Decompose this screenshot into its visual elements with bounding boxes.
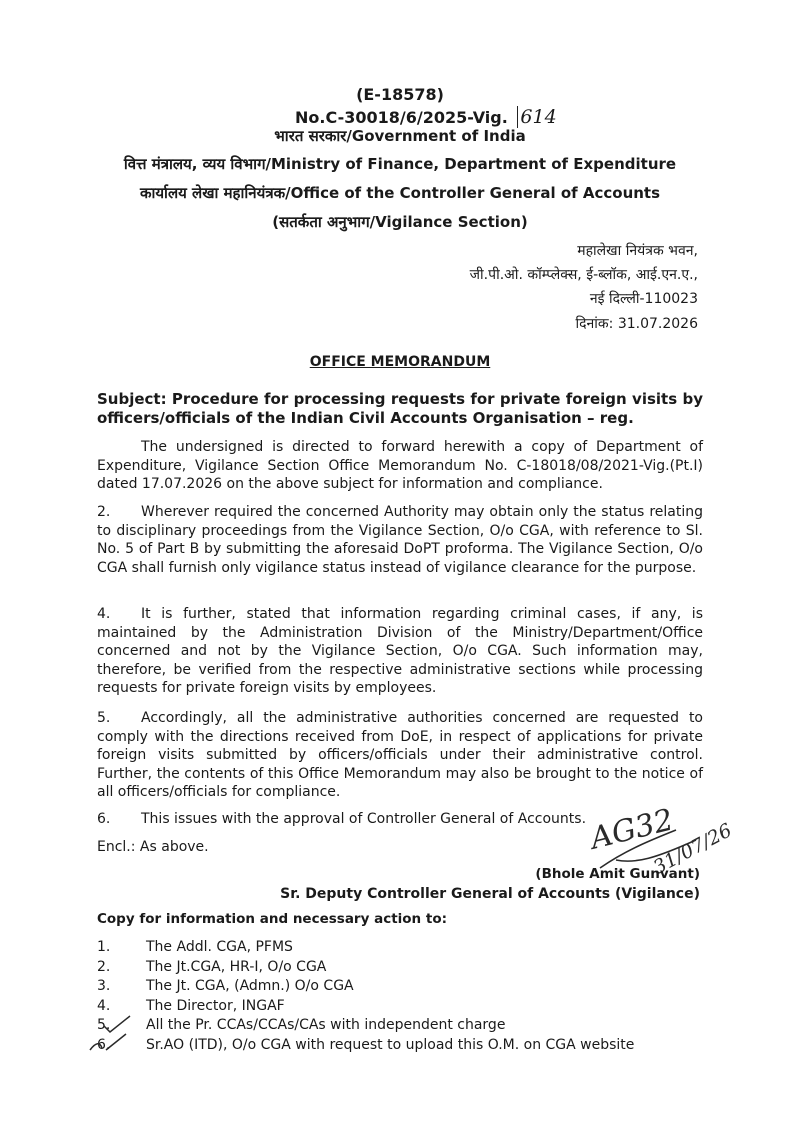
address-line-3: नई दिल्ली-110023 [589, 291, 698, 307]
paragraph-5 [97, 709, 703, 802]
list-item: 1. The Addl. CGA, PFMS [97, 939, 293, 955]
signature-initials: AG32 [587, 802, 677, 857]
paragraph-5-number: 5. [97, 710, 111, 726]
copy-to-title: Copy for information and necessary action to: [97, 911, 447, 927]
paragraph-5-text: Accordingly, all the administrative authorities concerned are requested to comply with the directions received from DoE, in respect of applications for private foreign visits submitted by officers/officials under their administrative control. Further, the contents of this Office Memorandum may also be brought to the notice of all officers/officials for compliance. [97, 710, 703, 801]
signatory-designation: Sr. Deputy Controller General of Accounts (Vigilance) [280, 886, 700, 902]
section-line: (सतर्कता अनुभाग/Vigilance Section) [272, 213, 528, 231]
paragraph-6-text: This issues with the approval of Controller General of Accounts. [141, 811, 587, 827]
paragraph-4 [97, 605, 703, 698]
tick-mark-icon [86, 1012, 146, 1056]
reference-handwritten: 614 [517, 106, 556, 128]
signatory-name: (Bhole Amit Gunvant) [535, 866, 700, 882]
paragraph-1: The undersigned is directed to forward herewith a copy of Department of Expenditure, Vigilance Section Office Memorandum No. C-18018/08/2021-Vig.(Pt.I) dated 17.07.2026 on the above subject for information and compliance. [97, 439, 703, 493]
paragraph-4-number: 4. [97, 606, 111, 622]
government-line: भारत सरकार/Government of India [274, 127, 526, 145]
copy-to-list [97, 938, 717, 1055]
office-line: कार्यालय लेखा महानियंत्रक/Office of the Controller General of Accounts [139, 184, 661, 202]
reference-number [295, 106, 557, 128]
paragraph-2-number: 2. [97, 504, 111, 520]
memo-subject: Subject: Procedure for processing requests for private foreign visits by officers/officials of the Indian Civil Accounts Organisation – reg. [97, 390, 703, 427]
address-line-2: जी.पी.ओ. कॉम्प्लेक्स, ई-ब्लॉक, आई.एन.ए., [469, 267, 698, 283]
ministry-line: वित्त मंत्रालय, व्यय विभाग/Ministry of Finance, Department of Expenditure [123, 155, 677, 173]
list-item: 4. The Director, INGAF [97, 997, 285, 1014]
paragraph-2 [97, 503, 703, 577]
file-code: (E-18578) [356, 85, 444, 104]
reference-number-text: No.C-30018/6/2025-Vig. [295, 108, 508, 127]
memo-title: OFFICE MEMORANDUM [309, 354, 491, 370]
memo-date: दिनांक: 31.07.2026 [575, 316, 698, 332]
list-item: 2. The Jt.CGA, HR-I, O/o CGA [97, 958, 327, 975]
signature-date: 31/07/26 [649, 819, 736, 879]
list-item: 6. Sr.AO (ITD), O/o CGA with request to upload this O.M. on CGA website [97, 1036, 635, 1053]
paragraph-6-number: 6. [97, 811, 111, 827]
list-item: 3. The Jt. CGA, (Admn.) O/o CGA [97, 978, 354, 994]
enclosure-note: Encl.: As above. [97, 839, 209, 855]
address-line-1: महालेखा नियंत्रक भवन, [577, 243, 698, 259]
list-item: 5. All the Pr. CCAs/CCAs/CAs with independent charge [97, 1017, 506, 1033]
paragraph-2-text: Wherever required the concerned Authority may obtain only the status relating to disciplinary proceedings from the Vigilance Section, O/o CGA, with reference to Sl. No. 5 of Part B by submitting the aforesaid DoPT proforma. The Vigilance Section, O/o CGA shall furnish only vigilance status instead of vigilance clearance for the purpose. [97, 504, 703, 576]
paragraph-4-text: It is further, stated that information regarding criminal cases, if any, is maintained by the Administration Division of the Ministry/Department/Office concerned and not by the Vigilance Section, O/o CGA. Such information may, therefore, be verified from the respective administrative sections while processing requests for private foreign visits by employees. [97, 606, 703, 697]
